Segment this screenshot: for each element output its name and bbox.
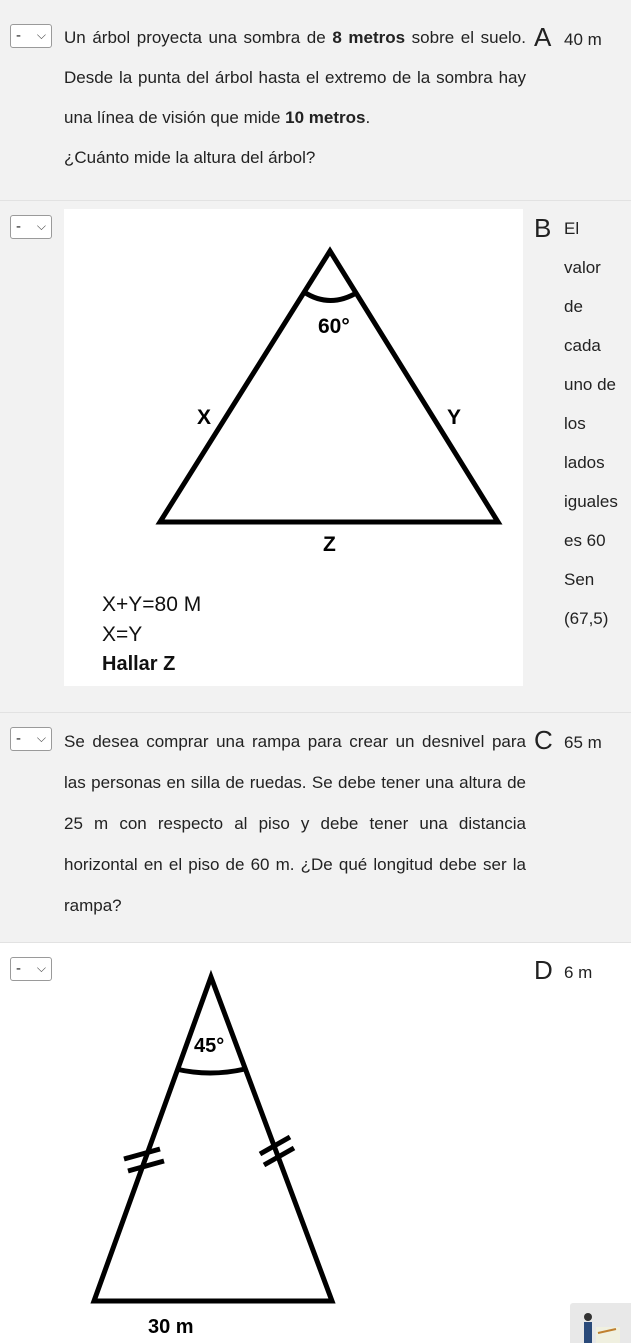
question-row-1 <box>0 0 631 200</box>
option-answer-c: 65 m <box>564 733 602 752</box>
option-letter-c: C <box>534 725 553 755</box>
chevron-down-icon: ⌵ <box>36 961 46 975</box>
question-prompt-3: Se desea comprar una rampa para crear un desnivel para las personas en silla de ruedas. Se debe tener una altura de 25 m con respecto al piso y debe tener una distancia horizontal en el piso de 60 m. ¿De qué longitud debe ser la rampa? <box>64 732 526 915</box>
side-label-x: X <box>197 406 212 429</box>
chevron-down-icon: ⌵ <box>36 731 46 745</box>
person-thumbnail-icon <box>570 1303 631 1343</box>
equation-line-3: Hallar Z <box>102 653 176 675</box>
triangle-45-diagram <box>64 961 364 1343</box>
corner-thumbnail[interactable] <box>570 1303 631 1343</box>
chevron-down-icon: ⌵ <box>36 28 46 42</box>
option-letter-a: A <box>534 22 552 52</box>
angle-label-60: 60° <box>318 315 350 338</box>
option-letter-b: B <box>534 213 552 243</box>
question-row-3 <box>0 712 631 942</box>
answer-select-2[interactable]: - ⌵ <box>10 215 52 239</box>
option-answer-d: 6 m <box>564 963 593 982</box>
side-label-z: Z <box>323 533 336 556</box>
chevron-down-icon: ⌵ <box>36 219 46 233</box>
answer-select-1[interactable]: - ⌵ <box>10 24 52 48</box>
answer-select-4[interactable]: - ⌵ <box>10 957 52 981</box>
angle-label-45: 45° <box>194 1035 225 1057</box>
option-letter-d: D <box>534 955 553 985</box>
question-prompt-1: Un árbol proyecta una sombra de 8 metros sobre el suelo. Desde la punta del árbol hasta el extremo de la sombra hay una línea de visión que mide 10 metros. ¿Cuánto mide la altura del árbol? <box>64 28 526 167</box>
base-label-30m: 30 m <box>148 1316 194 1338</box>
equation-line-2: X=Y <box>102 623 143 646</box>
equation-line-1: X+Y=80 M <box>102 593 202 616</box>
option-answer-a: 40 m <box>564 30 602 49</box>
side-label-y: Y <box>447 406 462 429</box>
question-row-4 <box>0 942 631 1343</box>
option-answer-b: El valor de cada uno de los lados iguales es 60 Sen (67,5) <box>564 219 618 628</box>
answer-select-3[interactable]: - ⌵ <box>10 727 52 751</box>
question-row-2 <box>0 200 631 712</box>
